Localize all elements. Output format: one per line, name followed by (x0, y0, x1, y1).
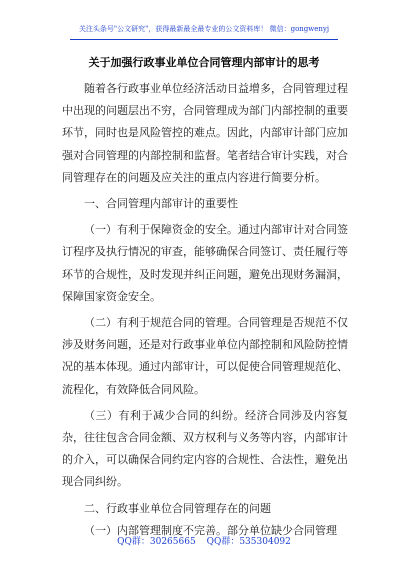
footer-qq-group-2: QQ群：535304092 (206, 537, 291, 547)
header-divider (70, 39, 338, 40)
section-1-heading: 一、合同管理内部审计的重要性 (84, 197, 238, 211)
footer-qq-group-1: QQ群：30265665 (117, 537, 196, 547)
section-2-paragraph-1: （一）内部管理制度不完善。部分单位缺少合同管理 (84, 523, 337, 537)
footer-contacts (0, 534, 408, 547)
document-body (62, 78, 348, 542)
section-1-paragraph-2: （二）有利于规范合同的管理。合同管理是否规范不仅涉及财务问题，还是对行政事业单位内部控制和风险防控情况的基本体现。通过内部审计，可以促使合同管理规范化、流程化，有效降低合同风险。 (62, 316, 348, 396)
document-title: 关于加强行政事业单位合同管理内部审计的思考 (88, 56, 320, 69)
section-1-paragraph-1: （一）有利于保障资金的安全。通过内部审计对合同签订程序及执行情况的审查，能够确保合同签订、责任履行等环节的合规性，及时发现并纠正问题，避免出现财务漏洞，保障国家资金安全。 (62, 223, 348, 303)
section-1-paragraph-3: （三）有利于减少合同的纠纷。经济合同涉及内容复杂，往往包含合同金额、双方权利与义务等内容，内部审计的介入，可以确保合同约定内容的合规性、合法性，避免出现合同纠纷。 (62, 408, 348, 489)
section-2-heading: 二、行政事业单位合同管理存在的问题 (84, 501, 271, 515)
header-banner: 关注头条号"公文研究"，获得最新最全最专业的公文资料库！ 微信：gongwenyj (78, 25, 330, 33)
intro-paragraph: 随着各行政事业单位经济活动日益增多，合同管理过程中出现的问题层出不穷，合同管理成为部门内部控制的重要环节，同时也是风险管控的难点。因此，内部审计部门应加强对合同管理的内部控制和监督。笔者结合审计实践，对合同管理存在的问题及应关注的重点内容进行简要分析。 (62, 82, 348, 184)
